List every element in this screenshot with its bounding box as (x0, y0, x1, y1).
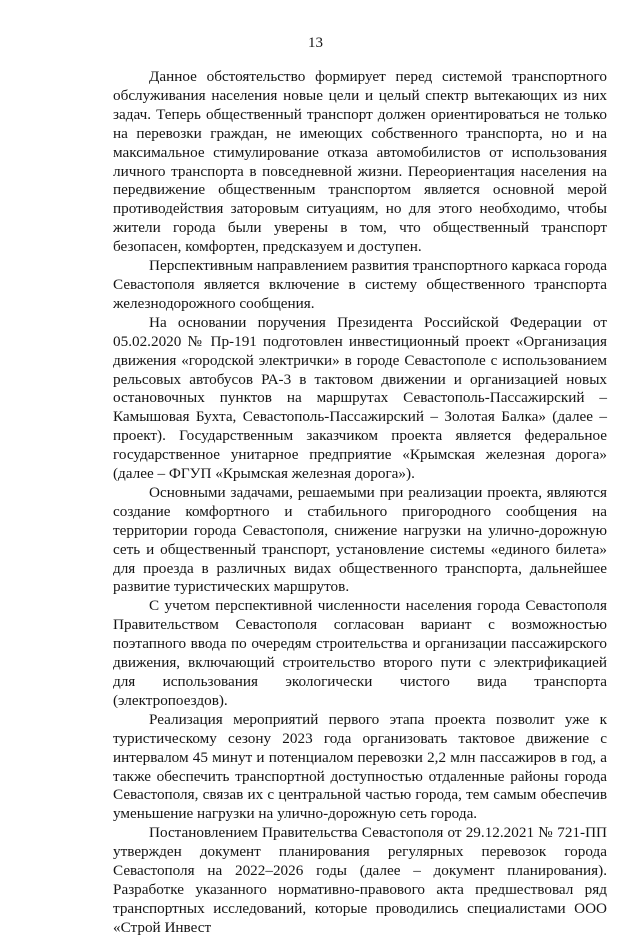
paragraph-2: Перспективным направлением развития транспортного каркаса города Севастополя является включение в систему общественного транспорта железнодорожного сообщения. (113, 257, 608, 312)
paragraph-5: С учетом перспективной численности населения города Севастополя Правительством Севастополя согласован вариант с возможностью поэтапного ввода по очередям строительства и организации пассажирского движения, включающий строительство второго пути с электрификацией для использования экологически чистого вида транспорта (электропоездов). (113, 597, 607, 709)
paragraph-1: Данное обстоятельство формирует перед системой транспортного обслуживания населения новые цели и целый спектр вытекающих из них задач. Теперь общественный транспорт должен ориентироваться не только на перевозки граждан, не имеющих собственного транспорта, но и на максимальное стимулирование отказа автомобилистов от использования личного транспорта в повседневной жизни. Переориентация населения на передвижение общественным транспортом является основной мерой противодействия заторовым ситуациям, но для этого необходимо, чтобы жители города были уверены в том, что общественный транспорт безопасен, комфортен, предсказуем и доступен. (113, 68, 607, 256)
page-number: 13 (308, 35, 323, 51)
paragraph-6: Реализация мероприятий первого этапа проекта позволит уже к туристическому сезону 2023 года организовать тактовое движение с интервалом 45 минут и потенциалом перевозки 2,2 млн пассажиров в год, а также обеспечить транспортной доступностью отдаленные районы города Севастополя, связав их с центральной частью города, тем самым обеспечив уменьшение нагрузки на улично-дорожную сеть города. (113, 710, 607, 823)
body-text (113, 68, 607, 938)
paragraph-3: На основании поручения Президента Российской Федерации от 05.02.2020 № Пр-191 подготовлен инвестиционный проект «Организация движения «городской электрички» в городе Севастополе с использованием рельсовых автобусов РА-3 в тактовом движении и организацией новых остановочных пунктов на маршрутах Севастополь-Пассажирский – Камышовая Бухта, Севастополь-Пассажирский – Золотая Балка» (далее – проект). Государственным заказчиком проекта является федеральное государственное унитарное предприятие «Крымская железная дорога» (далее – ФГУП «Крымская железная дорога»). (113, 313, 607, 483)
paragraph-4: Основными задачами, решаемыми при реализации проекта, являются создание комфортного и стабильного пригородного сообщения на территории города Севастополя, снижение нагрузки на улично-дорожную сеть и общественный транспорт, установление системы «единого билета» для проезда в различных видах общественного транспорта, дальнейшее развитие туристических маршрутов. (113, 483, 607, 596)
paragraph-7: Постановлением Правительства Севастополя от 29.12.2021 № 721-ПП утвержден документ планирования регулярных перевозок города Севастополя на 2022–2026 годы (далее – документ планирования). Разработке указанного нормативно-правового акта предшествовал ряд транспортных исследований, которые проводились специалистами ООО «Строй Инвест (113, 824, 607, 936)
